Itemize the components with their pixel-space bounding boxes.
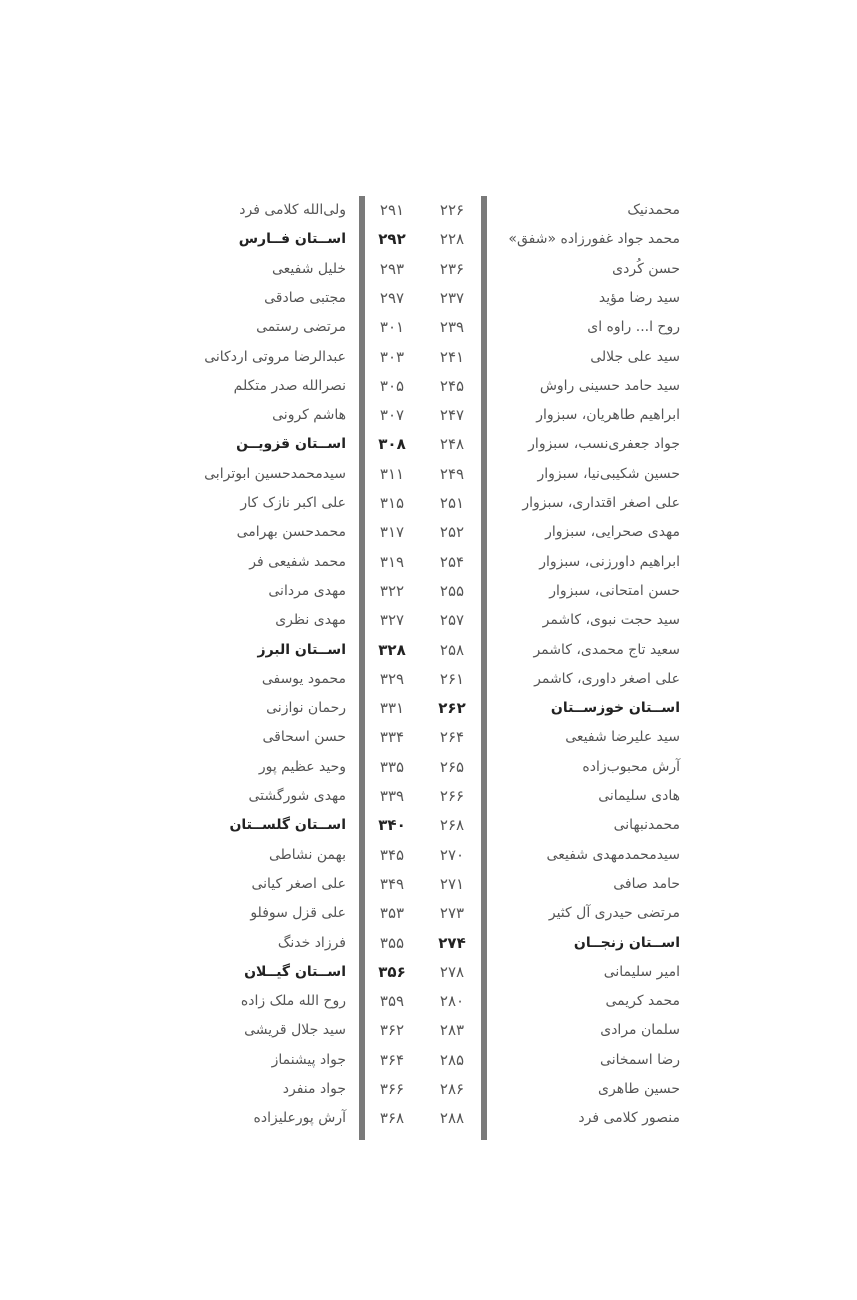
toc-entry-name: محمدنبهانی (613, 817, 680, 833)
toc-page-number: ۲۷۱ (439, 875, 465, 893)
toc-entry-name: روح ا... راوه ای (587, 319, 680, 335)
toc-page-number: ۲۳۶ (439, 260, 465, 278)
toc-entry-name: منصور کلامی فرد (578, 1110, 680, 1126)
toc-page-number: ۲۶۸ (439, 816, 465, 834)
toc-entry-name: رحمان نوازنی (266, 700, 346, 716)
toc-page-number: ۳۴۹ (379, 875, 405, 893)
toc-page-number: ۲۷۳ (439, 904, 465, 922)
toc-entry-name: جواد پیشنماز (271, 1052, 346, 1068)
toc-page-number: ۳۲۹ (379, 670, 405, 688)
toc-page-number: ۳۵۵ (379, 934, 405, 952)
toc-page-number: ۳۶۴ (379, 1051, 405, 1069)
toc-entry-name: سید علیرضا شفیعی (565, 729, 680, 745)
toc-page-number: ۳۳۹ (379, 787, 405, 805)
toc-page-number: ۲۴۸ (439, 435, 465, 453)
toc-entry-name: ابراهیم طاهریان، سبزوار (536, 407, 680, 423)
toc-page-number: ۲۳۷ (439, 289, 465, 307)
toc-page-number: ۳۳۴ (379, 728, 405, 746)
toc-page-number: ۲۳۹ (439, 318, 465, 336)
toc-entry-name: حسین طاهری (598, 1081, 680, 1097)
toc-entry-name: روح الله ملک زاده (240, 993, 346, 1009)
toc-entry-name: علی اصغر کیانی (251, 876, 346, 892)
toc-entry-name: محمد کریمی (605, 993, 680, 1009)
toc-entry-name: خلیل شفیعی (271, 261, 346, 277)
toc-entry-name: عبدالرضا مروتی اردکانی (204, 349, 346, 365)
toc-entry-name: هادی سلیمانی (598, 788, 680, 804)
toc-page-number: ۲۴۵ (439, 377, 465, 395)
toc-entry-name: علی اصغر داوری، کاشمر (534, 671, 680, 687)
toc-page-number: ۲۶۲ (438, 699, 466, 717)
toc-page-number: ۲۶۶ (439, 787, 465, 805)
toc-entry-name: مرتضی رستمی (256, 319, 346, 335)
toc-page-number: ۳۳۵ (379, 758, 405, 776)
toc-page-number: ۳۵۳ (379, 904, 405, 922)
toc-entry-name: مهدی صحرایی، سبزوار (545, 524, 680, 540)
toc-page-number: ۳۵۶ (378, 963, 406, 981)
toc-entry-name: وحید عظیم پور (258, 759, 346, 775)
toc-page-number: ۲۶۵ (439, 758, 465, 776)
toc-page-number: ۲۸۰ (439, 992, 465, 1010)
toc-entry-name: ابراهیم داورزنی، سبزوار (539, 554, 680, 570)
toc-page-number: ۳۰۷ (379, 406, 405, 424)
toc-entry-name: مهدی نظری (275, 612, 346, 628)
toc-entry-name: سید علی جلالی (590, 349, 680, 365)
toc-page-number: ۲۲۶ (439, 201, 465, 219)
toc-page-number: ۲۹۱ (379, 201, 405, 219)
toc-page-number: ۳۰۸ (378, 435, 406, 453)
toc-entry-name: محمود یوسفی (261, 671, 346, 687)
toc-page-number: ۳۴۰ (378, 816, 406, 834)
toc-page-number: ۲۹۲ (378, 230, 406, 248)
toc-entry-name: امیر سلیمانی (603, 964, 680, 980)
toc-section-heading: اســتان زنجــان (573, 935, 680, 951)
toc-entry-name: حسن امتحانی، سبزوار (549, 583, 680, 599)
toc-section-heading: اســتان قزویــن (236, 436, 346, 452)
toc-page-number: ۲۴۹ (439, 465, 465, 483)
toc-page-number: ۳۶۲ (379, 1021, 405, 1039)
toc-page-number: ۲۵۵ (439, 582, 465, 600)
toc-page-number: ۲۵۱ (439, 494, 465, 512)
toc-entry-name: رضا اسمخانی (600, 1052, 680, 1068)
toc-section-heading: اســتان گلســتان (229, 817, 346, 833)
toc-section-heading: اســتان گیــلان (244, 964, 346, 980)
toc-entry-name: حسن کُردی (612, 261, 680, 277)
toc-entry-name: جواد منفرد (282, 1081, 346, 1097)
toc-page-number: ۲۵۴ (439, 553, 465, 571)
toc-page-number: ۳۴۵ (379, 846, 405, 864)
toc-page-number: ۲۷۸ (439, 963, 465, 981)
toc-page-number: ۳۲۸ (378, 641, 406, 659)
toc-entry-name: علی اکبر نازک کار (240, 495, 346, 511)
toc-entry-name: محمد شفیعی فر (249, 554, 346, 570)
toc-section-heading: اســتان فــارس (238, 231, 346, 247)
toc-entry-name: مهدی مردانی (268, 583, 346, 599)
toc-page-number: ۲۵۷ (439, 611, 465, 629)
toc-page-number: ۲۵۸ (439, 641, 465, 659)
toc-page-number: ۲۸۳ (439, 1021, 465, 1039)
toc-page-number: ۳۱۹ (379, 553, 405, 571)
toc-page-number: ۳۰۳ (379, 348, 405, 366)
toc-page-number: ۳۰۱ (379, 318, 405, 336)
toc-entry-name: مهدی شورگشتی (248, 788, 346, 804)
toc-entry-name: ولی‌الله کلامی فرد (239, 202, 346, 218)
toc-page-number: ۲۸۸ (439, 1109, 465, 1127)
toc-entry-name: حامد صافی (613, 876, 680, 892)
toc-entry-name: محمدنیک (627, 202, 680, 218)
toc-entry-name: محمد جواد غفورزاده «شفق» (508, 231, 680, 247)
toc-entry-name: نصرالله صدر متکلم (233, 378, 346, 394)
toc-entry-name: سید جلال قریشی (244, 1022, 346, 1038)
toc-entry-name: فرزاد خدنگ (277, 935, 346, 951)
toc-page-number: ۳۶۶ (379, 1080, 405, 1098)
toc-right-bar (481, 196, 487, 1140)
toc-page-number: ۲۶۴ (439, 728, 465, 746)
toc-page-number: ۲۸۶ (439, 1080, 465, 1098)
toc-page-number: ۲۲۸ (439, 230, 465, 248)
toc-entry-name: سید رضا مؤید (598, 290, 680, 306)
toc-entry-name: بهمن نشاطی (268, 847, 346, 863)
toc-entry-name: سیدمحمدحسین ابوترابی (204, 466, 346, 482)
toc-entry-name: سعید تاج محمدی، کاشمر (533, 642, 680, 658)
toc-page-number: ۲۹۳ (379, 260, 405, 278)
toc-entry-name: سیدمحمدمهدی شفیعی (546, 847, 680, 863)
toc-page-number: ۲۶۱ (439, 670, 465, 688)
toc-entry-name: مرتضی حیدری آل کثیر (548, 905, 680, 921)
toc-entry-name: حسن اسحاقی (262, 729, 346, 745)
toc-entry-name: سید حامد حسینی راوش (539, 378, 680, 394)
toc-page-number: ۲۸۵ (439, 1051, 465, 1069)
toc-entry-name: مجتبی صادقی (264, 290, 346, 306)
toc-page-number: ۲۷۰ (439, 846, 465, 864)
toc-page-number: ۲۷۴ (438, 934, 466, 952)
toc-entry-name: جواد جعفری‌نسب، سبزوار (528, 436, 680, 452)
toc-section-heading: اســتان البرز (257, 642, 346, 658)
toc-page-number: ۳۶۸ (379, 1109, 405, 1127)
toc-page-number: ۳۱۵ (379, 494, 405, 512)
toc-page-number: ۳۱۷ (379, 523, 405, 541)
toc-entry-name: هاشم کرونی (272, 407, 346, 423)
toc-page-number: ۳۲۲ (379, 582, 405, 600)
toc-page-number: ۳۱۱ (379, 465, 405, 483)
toc-entry-name: حسین شکیبی‌نیا، سبزوار (537, 466, 680, 482)
toc-page-number: ۲۵۲ (439, 523, 465, 541)
toc-entry-name: سلمان مرادی (600, 1022, 680, 1038)
toc-page-number: ۲۴۱ (439, 348, 465, 366)
toc-entry-name: آرش پورعلیزاده (253, 1110, 346, 1126)
toc-page-number: ۳۲۷ (379, 611, 405, 629)
toc-page-number: ۲۴۷ (439, 406, 465, 424)
toc-entry-name: علی قزل سوفلو (250, 905, 346, 921)
toc-page-number: ۳۵۹ (379, 992, 405, 1010)
toc-section-heading: اســتان خوزســتان (550, 700, 680, 716)
toc-page-number: ۳۳۱ (379, 699, 405, 717)
toc-page-number: ۲۹۷ (379, 289, 405, 307)
toc-entry-name: علی اصغر اقتداری، سبزوار (522, 495, 680, 511)
toc-page-number: ۳۰۵ (379, 377, 405, 395)
toc-entry-name: محمدحسن بهرامی (236, 524, 346, 540)
toc-left-bar (359, 196, 365, 1140)
toc-entry-name: آرش محبوب‌زاده (582, 759, 680, 775)
toc-entry-name: سید حجت نبوی، کاشمر (542, 612, 680, 628)
